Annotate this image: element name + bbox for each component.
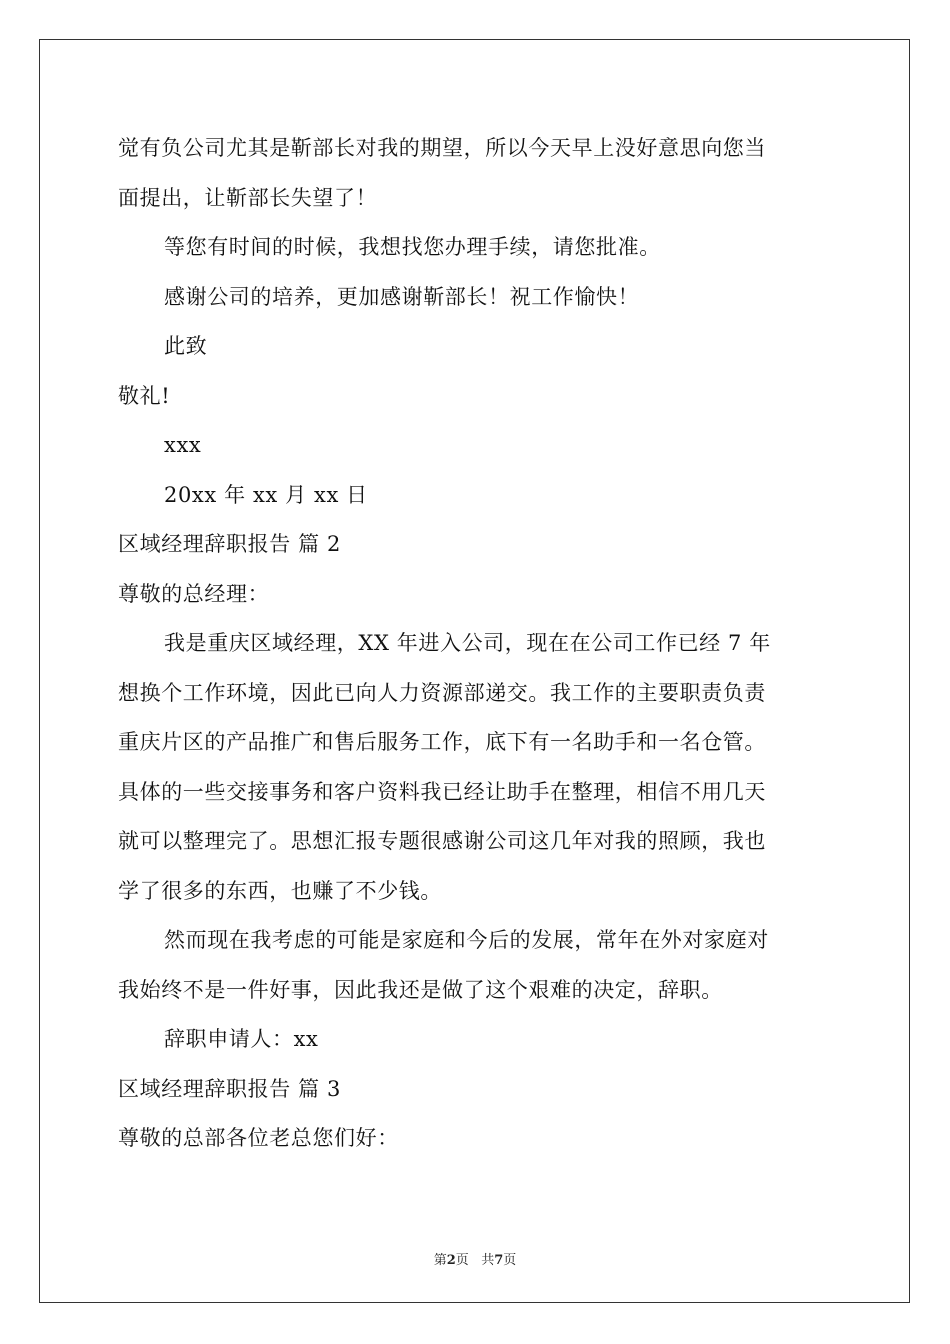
total-prefix: 共	[481, 1253, 495, 1268]
text-line: 我始终不是一件好事，因此我还是做了这个艰难的决定，辞职。	[118, 977, 723, 1002]
page-suffix: 页	[455, 1253, 469, 1268]
text-line: 就可以整理完了。思想汇报专题很感谢公司这几年对我的照顾，我也	[118, 829, 766, 853]
text-line: 面提出，让靳部长失望了！	[118, 185, 378, 210]
page-footer	[0, 1249, 950, 1268]
text-line: 重庆片区的产品推广和售后服务工作，底下有一名助手和一名仓管。	[118, 730, 766, 754]
document-body	[118, 124, 838, 1164]
text-line: 等您有时间的时候，我想找您办理手续，请您批准。	[164, 235, 661, 259]
text-line: 学了很多的东西，也赚了不少钱。	[118, 878, 442, 903]
page-current: 2	[446, 1253, 456, 1268]
signature-name: xxx	[164, 433, 202, 457]
signature-applicant: 辞职申请人：xx	[164, 1027, 319, 1051]
greeting: 尊敬的总经理：	[118, 581, 270, 606]
section-heading: 区域经理辞职报告 篇 3	[118, 1076, 341, 1101]
page-total: 7	[494, 1253, 504, 1268]
text-line: 具体的一些交接事务和客户资料我已经让助手在整理，相信不用几天	[118, 779, 766, 804]
section-heading: 区域经理辞职报告 篇 2	[118, 532, 341, 556]
total-suffix: 页	[503, 1253, 517, 1268]
signature-date: 20xx 年 xx 月 xx 日	[164, 482, 368, 507]
text-line: 觉有负公司尤其是靳部长对我的期望，所以今天早上没好意思向您当	[118, 136, 766, 160]
text-line: 我是重庆区域经理，XX 年进入公司，现在在公司工作已经 7 年	[164, 631, 771, 655]
greeting: 尊敬的总部各位老总您们好：	[118, 1126, 399, 1150]
text-line: 想换个工作环境，因此已向人力资源部递交。我工作的主要职责负责	[118, 680, 766, 705]
text-line: 然而现在我考虑的可能是家庭和今后的发展，常年在外对家庭对	[164, 928, 769, 952]
salutation: 敬礼!	[118, 383, 171, 408]
page-prefix: 第	[433, 1253, 447, 1268]
text-line: 感谢公司的培养，更加感谢靳部长！祝工作愉快！	[164, 284, 640, 309]
closing-phrase: 此致	[164, 334, 208, 358]
